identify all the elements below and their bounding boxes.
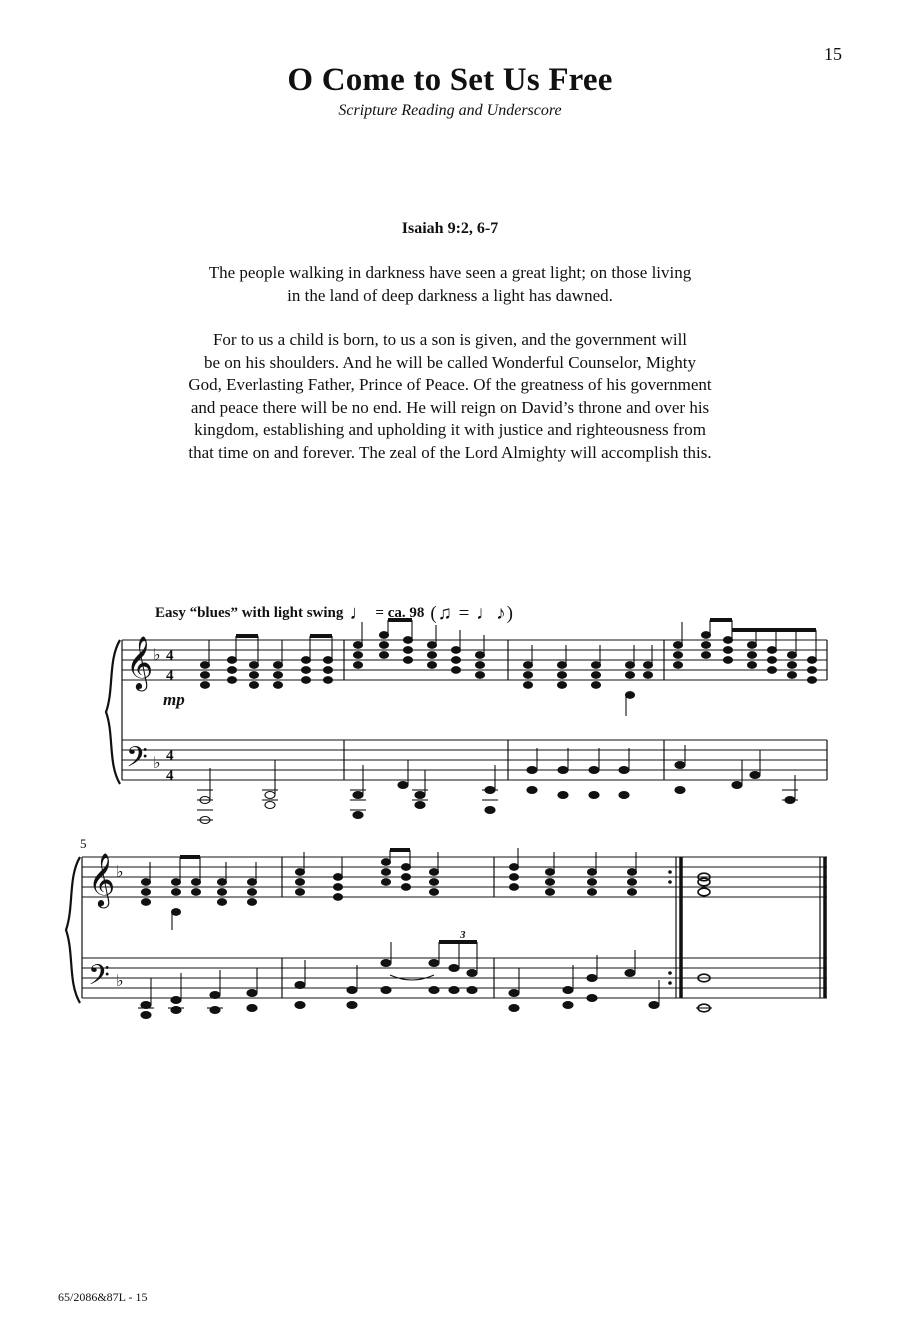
bass-notes-1 <box>197 745 798 824</box>
time-signature: 4 <box>166 748 174 764</box>
scripture-paragraph-2 <box>130 329 770 464</box>
scripture-line: For to us a child is born, to us a son is given, and the government will <box>212 330 688 349</box>
scripture-line: that time on and forever. The zeal of the Lord Almighty will accomplish this. <box>188 442 712 462</box>
treble-notes-2 <box>142 848 711 930</box>
swing-marking: (♫ = ♩♪) <box>430 602 514 624</box>
scripture-line: in the land of deep darkness a light has dawned. <box>287 285 613 305</box>
system-1 <box>106 640 827 784</box>
bass-staff <box>82 958 827 998</box>
page-title: O Come to Set Us Free <box>287 62 613 98</box>
treble-clef-icon: 𝄞 <box>126 635 154 689</box>
bass-clef-icon: 𝄢 <box>126 741 148 781</box>
scripture-line: The people walking in darkness have seen a great light; on those living <box>208 263 692 282</box>
barlines <box>82 857 825 998</box>
dynamic-marking: mp <box>163 690 185 709</box>
treble-staff <box>122 640 827 680</box>
bass-notes-2 <box>138 942 712 1019</box>
bass-staff <box>122 740 827 780</box>
scripture-reference: Isaiah 9:2, 6-7 <box>401 220 499 237</box>
treble-notes-1 <box>201 620 817 716</box>
flat-key-icon: ♭ <box>116 862 124 881</box>
tempo-value: = ca. 98 <box>375 605 425 621</box>
flat-key-icon: ♭ <box>153 753 161 772</box>
time-signature: 4 <box>166 668 174 684</box>
scripture-paragraph-1 <box>130 262 770 307</box>
barlines <box>122 640 827 780</box>
treble-staff <box>82 857 827 897</box>
brace <box>106 640 120 784</box>
scripture-line: be on his shoulders. And he will be called Wonderful Counselor, Mighty <box>204 352 696 372</box>
page-number: 15 <box>824 44 842 64</box>
flat-key-icon: ♭ <box>153 645 161 664</box>
system-2 <box>66 857 827 1003</box>
repeat-dots <box>668 870 672 985</box>
tempo-text: Easy “blues” with light swing <box>155 605 344 621</box>
time-signature: 4 <box>166 648 174 664</box>
quarter-note-icon: ♩ <box>349 602 370 624</box>
tempo-marking <box>155 602 514 625</box>
scripture-line: God, Everlasting Father, Prince of Peace. Of the greatness of his government <box>188 375 712 394</box>
bass-clef-icon: 𝄢 <box>88 959 110 999</box>
scripture-line: kingdom, establishing and upholding it with justice and righteousness from <box>194 420 706 439</box>
footer-code: 65/2086&87L - 15 <box>58 1290 148 1304</box>
brace <box>66 857 80 1003</box>
flat-key-icon: ♭ <box>116 971 124 990</box>
measure-number: 5 <box>80 836 87 851</box>
triplet-mark: 3 <box>460 929 466 941</box>
treble-clef-icon: 𝄞 <box>88 852 116 906</box>
time-signature: 4 <box>166 768 174 784</box>
scripture-line: and peace there will be no end. He will reign on David’s throne and over his <box>190 397 710 417</box>
page-subtitle: Scripture Reading and Underscore <box>338 102 562 119</box>
